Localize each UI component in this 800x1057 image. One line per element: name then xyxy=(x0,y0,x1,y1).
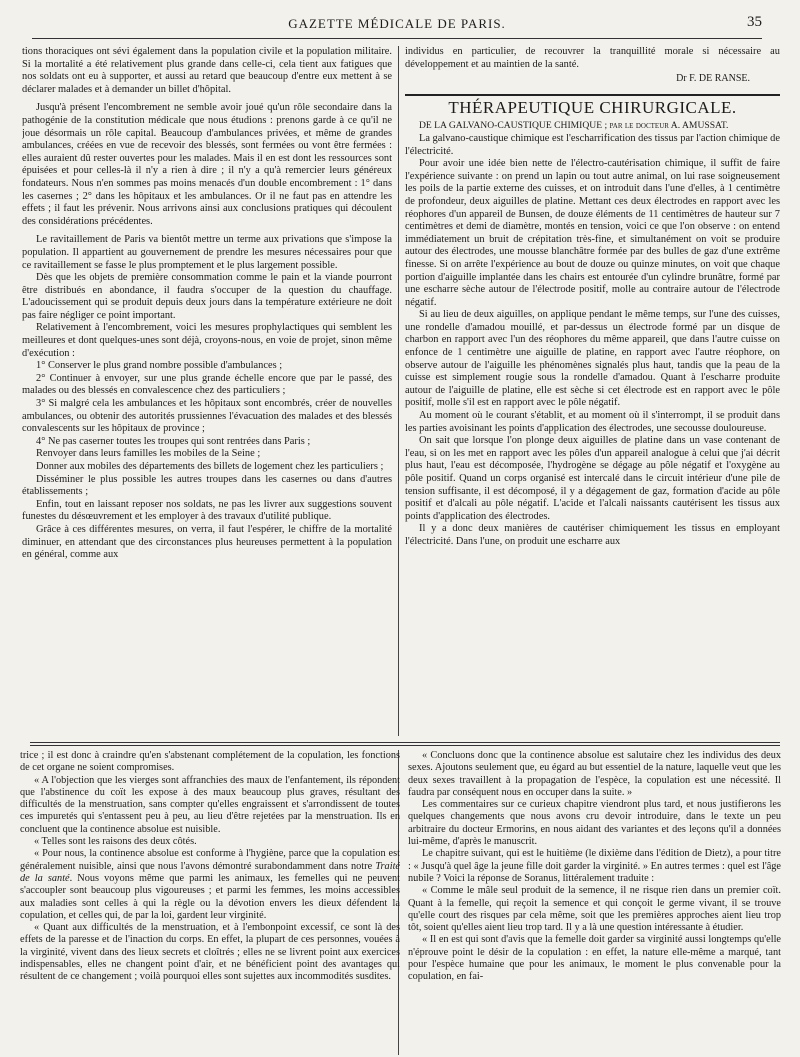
paragraph: Relativement à l'encombrement, voici les mesures prophylactiques qui semblent les meilleures et dont quelques-unes sont déjà, croyons-nous, en voie de projet, sinon même d'exécution : xyxy=(22,322,392,359)
section-separator-bottom xyxy=(30,745,780,746)
paragraph: Le ravitaillement de Paris va bientôt mettre un terme aux privations que s'impose la population. Il appartient au gouvernement de prendre les mesures nécessaires pour que ce ravitaillement se fasse le plus promptement et le plus largement possible. xyxy=(22,234,392,271)
paragraph: On sait que lorsque l'on plonge deux aiguilles de platine dans un vase contenant de l'eau, si on les met en rapport avec les pôles d'un appareil analogue à celui que j'ai décrit plus haut, l'eau est décomposée, l'hydrogène se dégage au pôle négatif et l'oxygène au pôle positif. Quand un corps organisé est intercalé dans le circuit intérieur d'une pile de tension suffisante, il est décomposé, il y a dégagement de gaz, formation d'acide au pôle positif et d'alcali au pôle négatif. L'acide et l'alcali naissants cautérisent les tissus aux points d'application des électrodes. xyxy=(405,435,780,522)
paragraph: Jusqu'à présent l'encombrement ne semble avoir joué qu'un rôle secondaire dans la pathogénie de la constitution médicale que nous étudions : prenons garde à ce qu'il ne joue désormais un rôle capital. Beaucoup d'ambulances privées, et même de grandes ambulances, créées en vue de recevoir des blessés, sont fermées ou vont être fermées : elles auraient dû rester ouvertes pour les malades. Mais il en est dont les ressources sont épuisées et pour celles-là il n'y a rien à dire ; il n'y a qu'à remercier leurs généreux fondateurs. Nous n'en sommes pas moins menacés d'un double encombrement : 1° dans les casernes ; 2° dans les hôpitaux et les ambulances. Or il ne faut pas en attendre les effets ; il faut les prévenir. Nous arrivons ainsi aux conclusions pratiques qui découlent des considérations précédentes. xyxy=(22,102,392,227)
paragraph: « A l'objection que les vierges sont affranchies des maux de l'enfantement, ils répondent que l'abstinence du coït les expose à des maux beaucoup plus graves, résultant des difficultés de la menstruation, sans compter qu'elles engraissent et s'arrondissent de toutes ces impuretés qui s'entassent peu à peu, au lieu d'être rejetées par la menstruation. Ils en concluent que la continence absolue est nuisible. xyxy=(20,774,400,835)
page-number: 35 xyxy=(747,14,762,30)
paragraph: Pour avoir une idée bien nette de l'électro-cautérisation chimique, il suffit de faire l'expérience suivante : on prend un lapin ou tout autre animal, on lui rase soigneusement les poils de la partie externe des cuisses, et on introduit dans l'une d'elles, à 1 centimètre de profondeur, deux aiguilles de platine. Mettant ces deux électrodes en rapport avec les réophores d'un appareil de Bunsen, de douze éléments de 11 centimètres de hauteur sur 7 centimètres et demi de diamètre, montés en tension, voici ce que l'on observe : on entend immédiatement un bruit de crépitation très-fine, et simultanément on voit se produire autour des électrodes, une mousse blanchâtre formée par des bulles de gaz d'une extrême finesse. Si on arrête l'expérience au bout de douze ou quinze minutes, on voit que chaque portion d'aiguille implantée dans les chairs est entourée d'un cylindre brunâtre, formé par une escharre sèche autour de l'électrode positif, molle au contraire autour de l'électrode négatif. xyxy=(405,158,780,308)
article-right-column xyxy=(405,46,780,736)
list-item: Donner aux mobiles des départements des billets de logement chez les particuliers ; xyxy=(36,461,384,472)
book-title: Traité de la santé xyxy=(20,860,400,884)
paragraph: « Telles sont les raisons des deux côtés. xyxy=(34,836,197,848)
article-subtitle: DE LA GALVANO-CAUSTIQUE CHIMIQUE ; par le docteur A. AMUSSAT. xyxy=(419,120,729,132)
column-divider-top xyxy=(398,46,399,736)
paragraph: « Il en est qui sont d'avis que la femelle doit garder sa virginité aussi longtemps qu'elle n'éprouve point le désir de la copulation : en effet, la nature elle-même a marqué, tant pour l'espèce humaine que pour les animaux, le moment le plus convenable pour la copulation, en fai- xyxy=(408,934,781,983)
section-rule xyxy=(405,94,780,96)
paragraph-text: « Pour nous, la continence absolue est conforme à l'hygiène, parce que la copulation est généralement nuisible, ainsi que nous l'avons démontré surabondamment dans notre xyxy=(20,848,400,872)
feuilleton-left-column xyxy=(20,750,400,1055)
paragraph: individus en particulier, de recouvrer la tranquillité morale si nécessaire au développement et au maintien de la santé. xyxy=(405,46,780,70)
list-item: 3° Si malgré cela les ambulances et les hôpitaux sont encombrés, créer de nouvelles ambulances, ou obtenir des autorités prussiennes l'évacuation des malades et des blessés convalescents sur les hôpitaux de province ; xyxy=(22,398,392,435)
page-header xyxy=(32,14,762,39)
paragraph xyxy=(20,848,400,922)
section-separator-top xyxy=(30,742,780,743)
paragraph: Le chapitre suivant, qui est le huitième (le dixième dans l'édition de Dietz), a pour titre : « Jusqu'à quel âge la jeune fille doit garder la virginité. » En autres termes : quel est l'âge nubile ? Voici la réponse de Soranus, littéralement traduite : xyxy=(408,848,781,884)
paragraph: « Comme le mâle seul produit de la semence, il ne risque rien dans un premier coït. Quant à la femelle, qui reçoit la semence et qui conçoit le germe vivant, il se trouve qu'elle court des risques par cela même, soit que les premières approches aient lieu trop tôt, soient qu'elles aient lieu trop tard. Il y a là une question intéressante à étudier. xyxy=(408,885,781,934)
list-item: Disséminer le plus possible les autres troupes dans les casernes ou dans d'autres établissements ; xyxy=(22,473,392,498)
article-left-column xyxy=(22,46,392,736)
list-item: Renvoyer dans leurs familles les mobiles de la Seine ; xyxy=(36,448,261,460)
list-item: 1° Conserver le plus grand nombre possible d'ambulances ; xyxy=(36,360,283,372)
section-title: THÉRAPEUTIQUE CHIRURGICALE. xyxy=(448,97,737,117)
feuilleton-right-column xyxy=(408,750,781,1055)
journal-title: GAZETTE MÉDICALE DE PARIS. xyxy=(288,16,506,31)
list-item: 4° Ne pas caserner toutes les troupes qui sont rentrées dans Paris ; xyxy=(36,435,311,447)
paragraph: Dès que les objets de première consommation comme le pain et la viande pourront être distribués en abondance, il faudra s'occuper de la question du chauffage. L'adoucissement qui se produit depuis deux jours dans la température extérieure ne doit pas faire négliger ce point important. xyxy=(22,272,392,321)
paragraph: « Concluons donc que la continence absolue est salutaire chez les individus des deux sexes. Ajoutons seulement que, eu égard au but essentiel de la nature, laquelle veut que les deux sexes travaillent à la propagation de l'espèce, la copulation est une nécessité. Il faudra par conséquent nous en occuper dans la suite. » xyxy=(408,750,781,798)
paragraph: Il y a donc deux manières de cautériser chimiquement les tissus en employant l'électricité. Dans l'une, on produit une escharre aux xyxy=(405,523,780,547)
author-signature: Dr F. DE RANSE. xyxy=(676,73,750,85)
paragraph: « Quant aux difficultés de la menstruation, et à l'embonpoint excessif, ce sont là des effets de la paresse et de l'inaction du corps. En effet, la plupart de ces personnes, vouées à la virginité, vivent dans des lieux secrets et cloîtrés ; elles ne se livrent point aux exercices indispensables, elles ne changent point d'air, et ne bénéficient point des avantages qui résultent de ce changement ; voilà pourquoi elles sont sujettes aux incommodités susdites. xyxy=(20,922,400,983)
paragraph: Grâce à ces différentes mesures, on verra, il faut l'espérer, le chiffre de la mortalité diminuer, en attendant que des circonstances plus heureuses permettent à la population en général, comme aux xyxy=(22,523,392,561)
paragraph: tions thoraciques ont sévi également dans la population civile et la population militaire. Si la mortalité a été relativement plus grande dans celle-ci, cela tient aux fatigues que nos soldats ont eu à supporter, et aussi au retard que beaucoup d'entre eux mettent à se déclarer malades et à demander un billet d'hôpital. xyxy=(22,46,392,95)
paragraph: Au moment où le courant s'établit, et au moment où il s'interrompt, il se produit dans les parties avoisinant les points d'application des électrodes, une secousse douloureuse. xyxy=(405,410,780,434)
paragraph: trice ; il est donc à craindre qu'en s'abstenant complétement de la copulation, les fonctions de cet organe ne soient compromises. xyxy=(20,750,400,774)
paragraph: La galvano-caustique chimique est l'escharrification des tissus par l'action chimique de l'électricité. xyxy=(405,132,780,157)
list-item: 2° Continuer à envoyer, sur une plus grande échelle encore que par le passé, des malades ou des blessés en convalescence chez des particuliers ; xyxy=(22,372,392,397)
paragraph-text: . Nous voyons même que parmi les animaux, les femelles qui ne peuvent s'accoupler sont beaucoup plus vigoureuses ; et parmi les femmes, les moins accessibles aux maladies sont celles à qui la règle ou la dévotion envers les dieux défendent la copulation, et celles qui, de par la loi, gardent leur virginité. xyxy=(20,872,400,921)
paragraph: Les commentaires sur ce curieux chapitre viendront plus tard, et nous justifierons les quelques changements que nous avons cru devoir introduire, dans le texte un peu arbitraire du docteur Ermorins, en nous aidant des variantes et des leçons qu'il a données lui-même, d'après le manuscrit. xyxy=(408,799,781,848)
paragraph: Si au lieu de deux aiguilles, on applique pendant le même temps, sur l'une des cuisses, une rondelle d'amadou mouillé, et par-dessus un électrode formé par un disque de charbon en rapport avec l'un des réophores du même appareil, que dans l'autre cuisse on enfonce de 1 centimètre une aiguille de platine, en rapport avec l'autre réophore, on observe autour de l'aiguille les phénomènes signalés plus haut, tandis que la peau de la cuisse est simplement rougie sous la rondelle d'amadou. Quant à l'escharre produite autour de l'aiguille de platine, elle est sèche si cet électrode est en rapport avec le pôle positif, molle s'il est en rapport avec le pôle négatif. xyxy=(405,309,780,409)
paragraph: Enfin, tout en laissant reposer nos soldats, ne pas les livrer aux suggestions souvent funestes du désœuvrement et les employer à des travaux d'utilité publique. xyxy=(22,498,392,523)
